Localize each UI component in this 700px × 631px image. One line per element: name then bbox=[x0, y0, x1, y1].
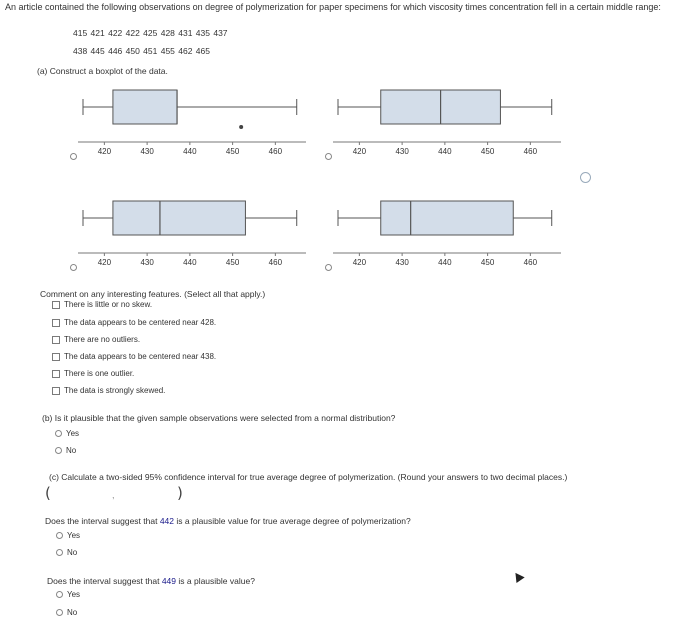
boxplot-3-radio[interactable] bbox=[70, 264, 77, 271]
part-c-label: (c) Calculate a two-sided 95% confidence interval for true average degree of polymerization. (Round your answers to two decimal places.) bbox=[49, 472, 568, 482]
comment-prompt: Comment on any interesting features. (Select all that apply.) bbox=[40, 289, 266, 299]
tick-label: 450 bbox=[225, 258, 240, 267]
checkbox[interactable] bbox=[52, 336, 60, 344]
feature-option-6[interactable]: The data is strongly skewed. bbox=[52, 386, 165, 395]
ci-open-paren: ( bbox=[45, 484, 51, 502]
q449-text: Does the interval suggest that 449 is a plausible value? bbox=[47, 576, 255, 586]
q442-yes[interactable]: Yes bbox=[56, 531, 80, 540]
part-a-label: (a) Construct a boxplot of the data. bbox=[37, 66, 168, 76]
outlier-point bbox=[239, 125, 243, 129]
q442-text: Does the interval suggest that 442 is a plausible value for true average degree of polymerization? bbox=[45, 516, 411, 526]
box bbox=[113, 90, 177, 124]
tick-label: 420 bbox=[97, 258, 112, 267]
checkbox[interactable] bbox=[52, 301, 60, 309]
tick-label: 450 bbox=[480, 147, 495, 156]
ci-close-paren: ) bbox=[177, 484, 183, 502]
tick-label: 440 bbox=[183, 147, 197, 156]
checkbox[interactable] bbox=[52, 387, 60, 395]
feature-option-3[interactable]: There are no outliers. bbox=[52, 335, 140, 344]
boxplot-option-1 bbox=[70, 85, 310, 170]
tick-label: 440 bbox=[183, 258, 197, 267]
tick-label: 430 bbox=[140, 258, 154, 267]
boxplot-4-chart bbox=[325, 196, 565, 281]
tick-label: 460 bbox=[523, 147, 538, 156]
tick-label: 420 bbox=[352, 147, 367, 156]
tick-label: 430 bbox=[140, 147, 154, 156]
tick-label: 450 bbox=[225, 147, 240, 156]
q442-no[interactable]: No bbox=[56, 548, 77, 557]
checkbox[interactable] bbox=[52, 370, 60, 378]
boxplot-1-chart bbox=[70, 85, 310, 170]
feature-option-2[interactable]: The data appears to be centered near 428. bbox=[52, 318, 216, 327]
tick-label: 440 bbox=[438, 258, 452, 267]
feature-option-4[interactable]: The data appears to be centered near 438. bbox=[52, 352, 216, 361]
radio[interactable] bbox=[56, 532, 63, 539]
box bbox=[381, 201, 514, 235]
ci-upper-input[interactable] bbox=[120, 488, 175, 502]
tick-label: 430 bbox=[395, 147, 409, 156]
part-b-label: (b) Is it plausible that the given sample observations were selected from a normal distribution? bbox=[42, 413, 396, 423]
tick-label: 450 bbox=[480, 258, 495, 267]
q449-yes[interactable]: Yes bbox=[56, 590, 80, 599]
checkbox[interactable] bbox=[52, 319, 60, 327]
tick-label: 460 bbox=[268, 258, 283, 267]
part-b-no[interactable]: No bbox=[55, 446, 76, 455]
tick-label: 440 bbox=[438, 147, 452, 156]
q449-no[interactable]: No bbox=[56, 608, 77, 617]
data-row-1: 415 421 422 422 425 428 431 435 437 bbox=[73, 28, 228, 38]
radio[interactable] bbox=[56, 549, 63, 556]
box bbox=[113, 201, 246, 235]
boxplot-option-4 bbox=[325, 196, 565, 281]
intro-text: An article contained the following observations on degree of polymerization for paper specimens for which viscosity times concentration fell in a certain middle range: bbox=[5, 2, 661, 12]
checkbox[interactable] bbox=[52, 353, 60, 361]
radio[interactable] bbox=[55, 447, 62, 454]
boxplot-4-radio[interactable] bbox=[325, 264, 332, 271]
feature-option-5[interactable]: There is one outlier. bbox=[52, 369, 134, 378]
feature-option-1[interactable]: There is little or no skew. bbox=[52, 300, 152, 309]
info-icon[interactable] bbox=[580, 172, 591, 183]
ci-comma: , bbox=[112, 490, 115, 500]
tick-label: 460 bbox=[268, 147, 283, 156]
radio[interactable] bbox=[55, 430, 62, 437]
boxplot-2-radio[interactable] bbox=[325, 153, 332, 160]
part-b-yes[interactable]: Yes bbox=[55, 429, 79, 438]
boxplot-2-chart bbox=[325, 85, 565, 170]
ci-lower-input[interactable] bbox=[58, 488, 110, 502]
tick-label: 420 bbox=[97, 147, 112, 156]
tick-label: 460 bbox=[523, 258, 538, 267]
tick-label: 420 bbox=[352, 258, 367, 267]
boxplot-option-3 bbox=[70, 196, 310, 281]
tick-label: 430 bbox=[395, 258, 409, 267]
cursor-icon bbox=[511, 570, 524, 583]
data-row-2: 438 445 446 450 451 455 462 465 bbox=[73, 46, 210, 56]
boxplot-1-radio[interactable] bbox=[70, 153, 77, 160]
radio[interactable] bbox=[56, 609, 63, 616]
radio[interactable] bbox=[56, 591, 63, 598]
boxplot-option-2 bbox=[325, 85, 565, 170]
boxplot-3-chart bbox=[70, 196, 310, 281]
